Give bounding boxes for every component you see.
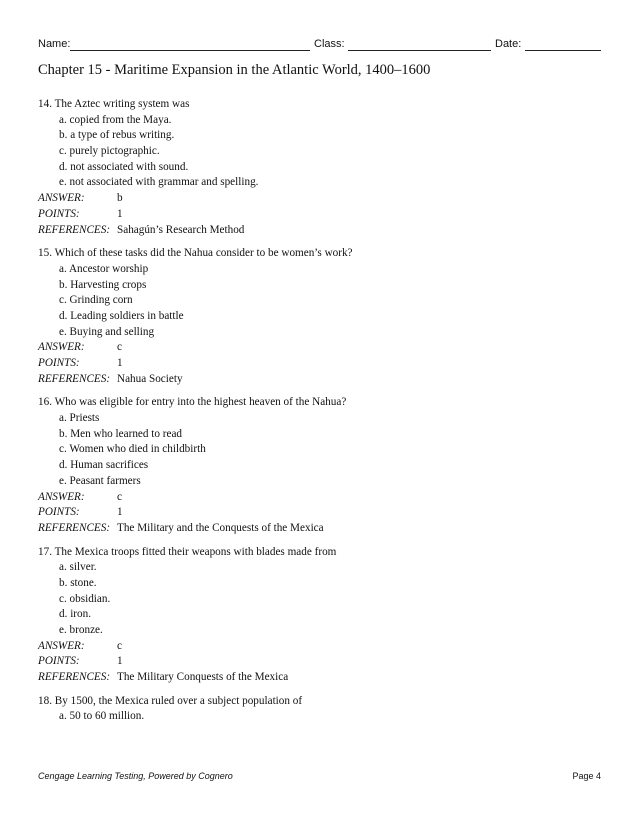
answer-option: c. Grinding corn (59, 294, 133, 307)
answer-label: ANSWER: (38, 639, 85, 652)
question-list (38, 97, 608, 733)
question-block (38, 694, 608, 725)
points-label: POINTS: (38, 506, 80, 519)
references-value: The Military Conquests of the Mexica (117, 671, 289, 684)
page-title: Chapter 15 - Maritime Expansion in the Atlantic World, 1400–1600 (38, 62, 431, 78)
references-label: REFERENCES: (38, 223, 111, 236)
answer-label: ANSWER: (38, 192, 85, 205)
points-row (38, 654, 608, 670)
question-stem: 18. By 1500, the Mexica ruled over a subject population of (38, 694, 303, 707)
answer-option: a. Priests (59, 412, 100, 425)
points-row (38, 356, 608, 372)
points-label: POINTS: (38, 357, 80, 369)
class-line (348, 50, 491, 51)
answer-option: e. Buying and selling (59, 325, 155, 338)
answer-option: a. 50 to 60 million. (59, 710, 145, 723)
answer-label: ANSWER: (38, 490, 85, 503)
page-number: Page 4 (572, 771, 601, 781)
points-row (38, 505, 608, 521)
answer-row (38, 191, 608, 207)
question-stem: 15. Which of these tasks did the Nahua consider to be women’s work? (38, 247, 353, 260)
answer-option: d. Leading soldiers in battle (59, 309, 184, 322)
points-value: 1 (117, 357, 123, 369)
points-label: POINTS: (38, 207, 80, 220)
question-block (38, 395, 608, 536)
answer-option: b. Men who learned to read (59, 427, 183, 440)
points-value: 1 (117, 207, 123, 220)
page-footer (38, 771, 601, 785)
question-block (38, 246, 608, 387)
references-row (38, 670, 608, 686)
name-label: Name: (38, 38, 71, 50)
references-value: The Military and the Conquests of the Mexica (117, 521, 324, 534)
name-line (70, 50, 310, 51)
answer-value: b (117, 192, 123, 205)
answer-option: c. purely pictographic. (59, 145, 160, 158)
references-label: REFERENCES: (38, 521, 111, 534)
answer-option: d. iron. (59, 608, 92, 621)
answer-value: c (117, 639, 122, 652)
references-row (38, 372, 608, 388)
points-value: 1 (117, 655, 123, 668)
answer-row (38, 340, 608, 356)
answer-option: b. stone. (59, 576, 97, 589)
references-row (38, 223, 608, 239)
answer-option: b. a type of rebus writing. (59, 129, 175, 142)
references-value: Sahagún’s Research Method (117, 223, 245, 236)
answer-option: c. Women who died in childbirth (59, 443, 206, 456)
date-line (525, 50, 601, 51)
answer-label: ANSWER: (38, 341, 85, 354)
question-block (38, 545, 608, 686)
question-stem: 14. The Aztec writing system was (38, 98, 190, 110)
answer-option: d. Human sacrifices (59, 459, 149, 472)
references-label: REFERENCES: (38, 372, 111, 385)
footer-credit: Cengage Learning Testing, Powered by Cognero (38, 771, 233, 781)
question-stem: 16. Who was eligible for entry into the highest heaven of the Nahua? (38, 396, 347, 409)
points-value: 1 (117, 506, 123, 519)
date-label: Date: (495, 38, 522, 50)
references-label: REFERENCES: (38, 671, 111, 684)
references-value: Nahua Society (117, 372, 183, 385)
answer-option: e. Peasant farmers (59, 474, 141, 487)
points-row (38, 207, 608, 223)
answer-value: c (117, 341, 122, 354)
answer-value: c (117, 490, 122, 503)
page-header (38, 38, 601, 54)
answer-option: b. Harvesting crops (59, 278, 147, 291)
answer-option: c. obsidian. (59, 592, 111, 605)
answer-row (38, 490, 608, 506)
answer-option: d. not associated with sound. (59, 160, 189, 173)
question-stem: 17. The Mexica troops fitted their weapons with blades made from (38, 545, 337, 558)
question-block (38, 97, 608, 238)
answer-row (38, 639, 608, 655)
answer-option: a. Ancestor worship (59, 262, 149, 275)
points-label: POINTS: (38, 655, 80, 668)
class-label: Class: (314, 38, 345, 50)
answer-option: a. silver. (59, 561, 97, 574)
answer-option: a. copied from the Maya. (59, 113, 172, 126)
references-row (38, 521, 608, 537)
answer-option: e. bronze. (59, 624, 103, 636)
answer-option: e. not associated with grammar and spelling. (59, 176, 259, 189)
